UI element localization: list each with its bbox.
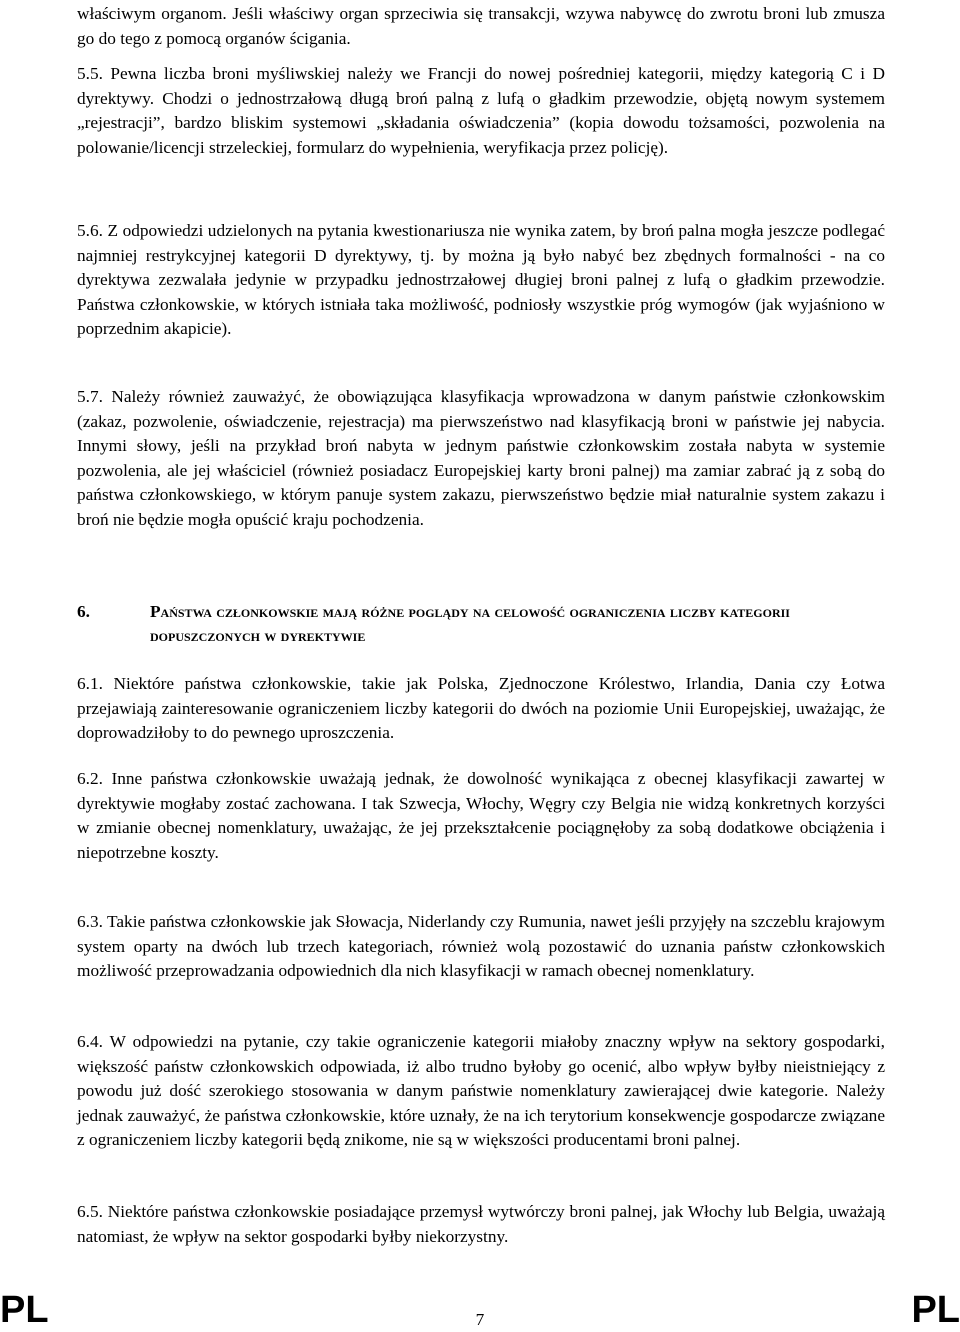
section-heading bbox=[77, 600, 885, 648]
section-number: 6. bbox=[77, 602, 90, 621]
section-title: Państwa członkowskie mają różne poglądy na celowość ograniczenia liczby kategorii dopuszczonych w dyrektywie bbox=[150, 602, 790, 645]
footer-language-left: PL bbox=[0, 1289, 49, 1331]
paragraph-6-1: 6.1. Niektóre państwa członkowskie, takie jak Polska, Zjednoczone Królestwo, Irlandia, Dania czy Łotwa przejawiają zainteresowanie ograniczeniem liczby kategorii do dwóch na poziomie Unii Europejskiej, uważając, że doprowadziłoby to do pewnego uproszczenia. bbox=[77, 674, 885, 742]
paragraph-6-5: 6.5. Niektóre państwa członkowskie posiadające przemysł wytwórczy broni palnej, jak Włochy lub Belgia, uważają natomiast, że wpływ na sektor gospodarki byłby niekorzystny. bbox=[77, 1202, 885, 1246]
paragraph-6-4: 6.4. W odpowiedzi na pytanie, czy takie ograniczenie kategorii miałoby znaczny wpływ na sektory gospodarki, większość państw członkowskich odpowiada, iż albo trudno byłoby go ocenić, albo wpływ byłby nieistniejący z powodu już dość szerokiego stosowania w danym państwie nomenklatury zawierającej dwie kategorie. Należy jednak zauważyć, że państwa członkowskie, które uznały, że na ich terytorium konsekwencje gospodarcze związane z ograniczeniem liczby kategorii będą znikome, nie są w większości producentami broni palnej. bbox=[77, 1032, 885, 1149]
paragraph-5-6: 5.6. Z odpowiedzi udzielonych na pytania kwestionariusza nie wynika zatem, by broń palna mogła jeszcze podlegać najmniej restrykcyjnej kategorii D dyrektywy, tj. by można ją było nabyć bez zbędnych formalności - na co dyrektywa zezwalała jedynie w przypadku jednostrzałowej długiej broni palnej z lufą o gładkim przewodzie. Państwa członkowskie, w których istniała taka możliwość, podniosły wszystkie próg wymogów (jak wyjaśniono w poprzednim akapicie). bbox=[77, 221, 885, 338]
paragraph-5-7: 5.7. Należy również zauważyć, że obowiązująca klasyfikacja wprowadzona w danym państwie członkowskim (zakaz, pozwolenie, oświadczenie, rejestracja) ma pierwszeństwo nad klasyfikacją broni w państwie jej nabycia. Innymi słowy, jeśli na przykład broń nabyta w jednym państwie członkowskim została nabyta w systemie pozwolenia, ale jej właściciel (również posiadacz Europejskiej karty broni palnej) ma zamiar zabrać ją z sobą do państwa członkowskiego, w którym panuje system zakazu, pierwszeństwo będzie miał naturalnie system zakazu i broń nie będzie mogła opuścić kraju pochodzenia. bbox=[77, 387, 885, 529]
paragraph-6-3: 6.3. Takie państwa członkowskie jak Słowacja, Niderlandy czy Rumunia, nawet jeśli przyjęły na szczeblu krajowym system oparty na dwóch lub trzech kategoriach, również wolą pozostawić do uznania państw członkowskich możliwość przeprowadzania odpowiednich dla nich klasyfikacji w ramach obecnej nomenklatury. bbox=[77, 912, 885, 980]
footer-language-right: PL bbox=[911, 1289, 960, 1331]
page-number: 7 bbox=[475, 1310, 485, 1329]
paragraph-continuation: właściwym organom. Jeśli właściwy organ sprzeciwia się transakcji, wzywa nabywcę do zwrotu broni lub zmusza go do tego z pomocą organów ścigania. bbox=[77, 4, 885, 48]
paragraph-6-2: 6.2. Inne państwa członkowskie uważają jednak, że dowolność wynikająca z obecnej klasyfikacji zawartej w dyrektywie mogłaby zostać zachowana. I tak Szwecja, Włochy, Węgry czy Belgia nie widzą konkretnych korzyści w zmianie obecnej nomenklatury, uważając, że jej przekształcenie pociągnęłoby za sobą dodatkowe obciążenia i niepotrzebne koszty. bbox=[77, 769, 885, 862]
paragraph-5-5: 5.5. Pewna liczba broni myśliwskiej należy we Francji do nowej pośredniej kategorii, między kategorią C i D dyrektywy. Chodzi o jednostrzałową długą broń palną z lufą o gładkim przewodzie, objętą nowym systemem „rejestracji”, bardzo bliskim systemowi „składania oświadczenia” (kopia dowodu tożsamości, pozwolenia na polowanie/licencji strzeleckiej, formularz do wypełnienia, weryfikacja przez policję). bbox=[77, 64, 885, 157]
